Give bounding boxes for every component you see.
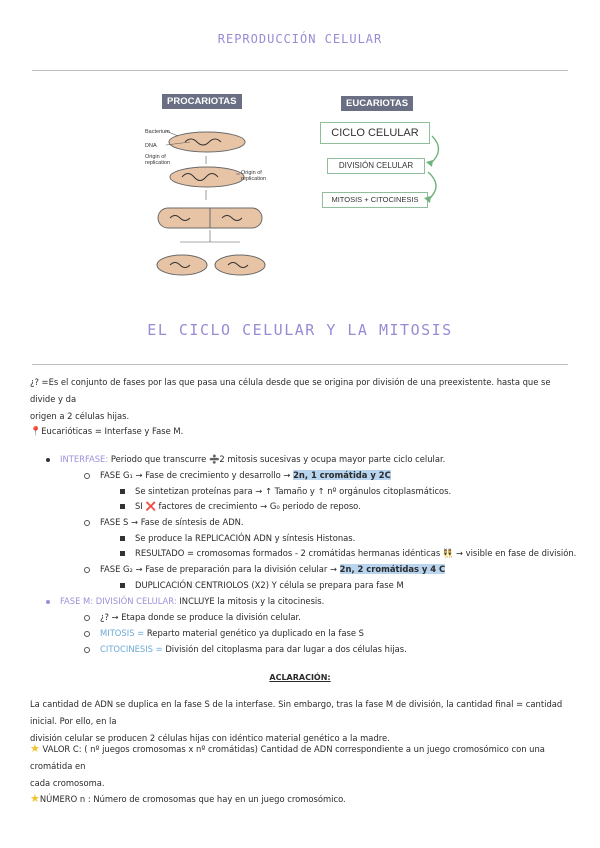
cross-icon: ❌ [145,501,156,511]
bullet [46,600,50,604]
g2-text: FASE G₂ → Fase de preparación para la división celular → [100,564,340,574]
star-icon: ★ [30,742,40,755]
square-bullet [120,583,125,588]
fase-m-text: INCLUYE la mitosis y la citocinesis. [176,596,325,606]
divider [32,70,568,71]
circle-bullet [84,520,90,526]
s-text: FASE S → Fase de síntesis de ADN. [100,517,244,527]
interfase-label: INTERFASE: [60,454,109,464]
circle-bullet [84,473,90,479]
page-title: REPRODUCCIÓN CELULAR [217,32,383,46]
g1-sub-b-pre: SI [135,501,146,511]
citocinesis-text: División del citoplasma para dar lugar a dos células hijas. [162,644,407,654]
fm-sub-c [84,641,407,658]
euk-step-mitosis: MITOSIS + CITOCINESIS [322,192,428,208]
eukaryotic-text: Eucarióticas = Interfase y Fase M. [41,426,184,436]
s-item [84,514,244,531]
fm-sub-a-text: ¿? → Etapa donde se produce la división celular. [100,612,301,622]
numero-text: NÚMERO n : Número de cromosomas que hay en un juego cromosómico. [39,794,346,804]
valor-c [30,740,580,792]
origin2-label-a: Origin of [241,170,262,176]
mitosis-text: Reparto material genético ya duplicado en la fase S [144,628,364,638]
origin-label [145,154,170,166]
origin-label-b: replication [145,160,171,166]
origin2-label-b: replication [241,176,267,182]
circle-bullet [84,615,90,621]
square-bullet [120,536,125,541]
eukaryotic-phases [30,423,183,441]
g1-text: FASE G₁ → Fase de crecimiento y desarrollo → [100,470,294,480]
valor-line-1: VALOR C: ( nº juegos cromosomas x nº cromátidas) Cantidad de ADN correspondiente a un juego cromosómico con una cromátida en [30,744,545,771]
citocinesis-label: CITOCINESIS = [100,644,163,654]
fm-sub-b [84,625,364,642]
star-icon: ★ [30,792,40,805]
definition [30,374,575,425]
section-title: EL CICLO CELULAR Y LA MITOSIS [147,321,453,339]
clarification-line-2: división celular se producen 2 células hijas con idéntico material genético a la madre. [30,733,390,743]
fase-m-label: FASE M: DIVISIÓN CELULAR: [60,596,177,606]
cycle-arrows [420,132,450,212]
bacterium-label: Bacterium [145,129,170,135]
numero-n [30,790,346,808]
binary-fission-diagram [140,120,280,280]
definition-line-2: origen a 2 células hijas. [30,411,130,421]
origin-label-2 [241,170,266,182]
s-sub-b-text: RESULTADO = cromosomas formados - 2 cromátidas hermanas idénticas 👯 → visible en fase de división. [135,548,577,558]
g1-sub-b-post: factores de crecimiento → G₀ periodo de reposo. [155,501,361,511]
circle-bullet [84,647,90,653]
circle-bullet [84,567,90,573]
bullet [46,458,50,462]
s-sub-b [120,545,576,562]
eukaryote-label: EUCARIOTAS [341,96,413,111]
clarification-heading: ACLARACIÓN: [269,673,331,682]
fm-sub-a [84,609,301,626]
mitosis-label: MITOSIS = [100,628,145,638]
g1-item [84,467,391,484]
definition-line-1: ¿? =Es el conjunto de fases por las que pasa una célula desde que se origina por división de una preexistente. hasta que se divide y da [30,377,551,404]
g2-highlight: 2n, 2 cromátidas y 4 C [339,564,446,574]
interfase-item [46,451,445,468]
fase-m-item [46,593,324,610]
square-bullet [120,551,125,556]
euk-step-cell-cycle: CICLO CELULAR [320,122,430,144]
g1-sub-b [120,498,361,515]
clarification-line-1: La cantidad de ADN se duplica en la fase S de la interfase. Sin embargo, tras la fase M de división, la cantidad final = cantidad inicial. Por ello, en la [30,699,563,726]
g2-sub-a-text: DUPLICACIÓN CENTRIOLOS (X2) Y célula se prepara para fase M [135,580,404,590]
g2-sub-a [120,577,404,594]
g2-item [84,561,445,578]
g1-highlight: 2n, 1 cromátida y 2C [293,470,391,480]
s-sub-a-text: Se produce la REPLICACIÓN ADN y síntesis Histonas. [135,533,356,543]
origin-label-a: Origin of [145,154,166,160]
pin-icon: 📍 [30,427,42,437]
square-bullet [120,489,125,494]
prokaryote-label: PROCARIOTAS [162,94,242,109]
divider-2 [32,364,568,365]
square-bullet [120,504,125,509]
dna-label: DNA [145,143,157,149]
circle-bullet [84,631,90,637]
euk-step-cell-division: DIVISIÓN CELULAR [327,158,425,174]
valor-line-2: cada cromosoma. [30,778,105,788]
interfase-text: Periodo que transcurre ➗2 mitosis sucesivas y ocupa mayor parte ciclo celular. [108,454,446,464]
g1-sub-a-text: Se sintetizan proteínas para → ↑ Tamaño y ↑ nº orgánulos citoplasmáticos. [135,486,452,496]
